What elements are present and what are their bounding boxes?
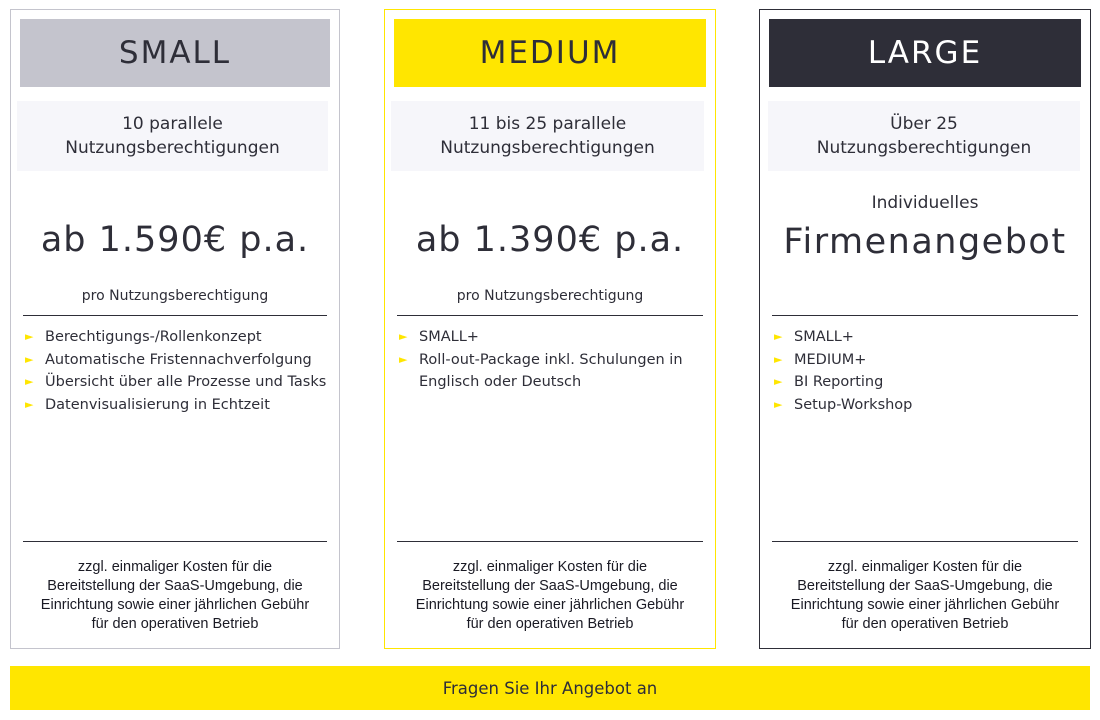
feature-item: ► Datenvisualisierung in Echtzeit (25, 394, 329, 417)
feature-item: ► MEDIUM+ (774, 349, 1080, 372)
plan-price-note: pro Nutzungsberechtigung (456, 288, 644, 304)
plan-users-line2: Nutzungsberechtigungen (440, 138, 655, 158)
triangle-bullet-icon: ► (774, 330, 783, 343)
plan-users-box (391, 101, 704, 171)
feature-item: ► Roll-out-Package inkl. Schulungen in Englisch oder Deutsch (399, 349, 705, 394)
feature-list (399, 326, 705, 394)
divider (397, 541, 703, 542)
plan-title: MEDIUM (394, 19, 706, 87)
plan-footnote: zzgl. einmaliger Kosten für die Bereitstellung der SaaS-Umgebung, die Einrichtung sowie einer jährlichen Gebühr für den operativen Betrieb (40, 559, 310, 632)
plan-users-line2: Nutzungsberechtigungen (816, 138, 1032, 158)
plan-footnote: zzgl. einmaliger Kosten für die Bereitstellung der SaaS-Umgebung, die Einrichtung sowie einer jährlichen Gebühr für den operativen Betrieb (415, 559, 685, 632)
plan-footnote: zzgl. einmaliger Kosten für die Bereitstellung der SaaS-Umgebung, die Einrichtung sowie einer jährlichen Gebühr für den operativen Betrieb (790, 559, 1060, 632)
plan-price: Firmenangebot (783, 222, 1067, 262)
plan-users-line2: Nutzungsberechtigungen (65, 138, 280, 158)
plan-price-prefix: Individuelles (871, 193, 979, 213)
plan-users-box (768, 101, 1080, 171)
divider (397, 315, 703, 316)
triangle-bullet-icon: ► (774, 397, 783, 411)
plan-price: ab 1.590€ p.a. (40, 220, 310, 260)
feature-item: ► SMALL+ (774, 326, 1080, 349)
triangle-bullet-icon: ► (399, 330, 408, 343)
plan-users-line1: 11 bis 25 parallele (468, 114, 627, 134)
plan-title: SMALL (20, 19, 330, 87)
plan-users-box (17, 101, 328, 171)
plan-users-line1: Über 25 (890, 114, 958, 134)
triangle-bullet-icon: ► (774, 375, 783, 388)
divider (772, 541, 1078, 542)
request-quote-button[interactable]: Fragen Sie Ihr Angebot an (10, 666, 1090, 710)
plan-card-medium (384, 9, 716, 649)
triangle-bullet-icon: ► (25, 375, 34, 388)
plan-card-small (10, 9, 340, 649)
triangle-bullet-icon: ► (399, 352, 408, 366)
plan-title: LARGE (769, 19, 1081, 87)
feature-item: ► Übersicht über alle Prozesse und Tasks (25, 371, 329, 394)
triangle-bullet-icon: ► (25, 330, 34, 343)
feature-item: ► BI Reporting (774, 371, 1080, 394)
triangle-bullet-icon: ► (774, 352, 783, 366)
divider (772, 315, 1078, 316)
triangle-bullet-icon: ► (25, 352, 34, 366)
feature-item: ► SMALL+ (399, 326, 705, 349)
plan-price: ab 1.390€ p.a. (415, 220, 685, 260)
plan-card-large (759, 9, 1091, 649)
plan-users-line1: 10 parallele (122, 114, 223, 134)
feature-list (25, 326, 329, 416)
plan-price-note: pro Nutzungsberechtigung (81, 288, 269, 304)
feature-list (774, 326, 1080, 416)
triangle-bullet-icon: ► (25, 397, 34, 411)
divider (23, 315, 327, 316)
feature-item: ► Berechtigungs-/Rollenkonzept (25, 326, 329, 349)
feature-item: ► Setup-Workshop (774, 394, 1080, 417)
feature-item: ► Automatische Fristennachverfolgung (25, 349, 329, 372)
divider (23, 541, 327, 542)
